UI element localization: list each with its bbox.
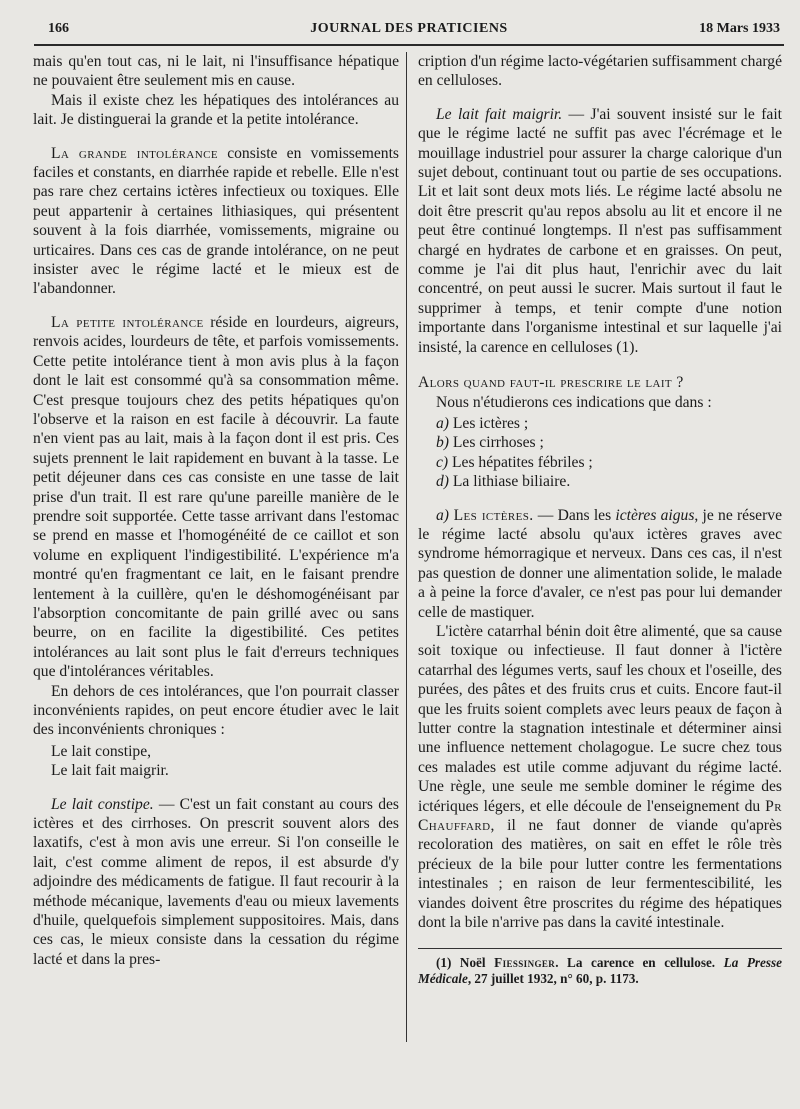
list-item: Le lait fait maigrir.: [51, 762, 169, 780]
paragraph-text: — J'ai souvent insisté sur le fait que le régime lacté ne suffit pas avec l'écrémage et le mouillage industriel pour assurer la charge calorique d'un sujet debout, continuant tout ou partie de ses occupations. Lit et lait sont deux mots liés. Le régime lacté absolu ne doit être prescrit qu'au repos absolu au lit et encore il ne peut être continué longtemps. Il n'est pas suffisamment chargé en hydrates de carbone et en graisses. On peut, comme je l'ai dit plus haut, l'enrichir avec du lait concentré, on peut aussi le sucrer. Mais surtout il faut le supprimer à temps, et tenir compte d'une notion importante dans l'organisme intestinal et sur laquelle j'ai insisté, la carence en celluloses (1).: [418, 105, 782, 356]
list-text: La lithiase biliaire.: [449, 473, 571, 491]
list-letter: d): [436, 473, 449, 491]
paragraph: cription d'un régime lacto-végétarien suffisamment chargé en celluloses.: [418, 53, 782, 90]
page-number: 166: [48, 21, 69, 36]
list-item: [418, 472, 782, 491]
term-icteres-aigus: ictères aigus: [615, 506, 695, 524]
list-text: Les hépatites fébriles ;: [448, 453, 593, 471]
term-grande-intolerance: La grande intolérance: [51, 144, 218, 162]
indications-list: [418, 414, 782, 492]
paragraph-text: consiste en vomissements faciles et constants, en diarrhée rapide et rebelle. Elle n'est pas rare chez certains ictères infectieux ou toxiques. Elle peut appartenir à certaines lithiasiques, qui présentent souvent à la fois diarrhée, vomissements, migraine ou urticaires. Dans ces cas de grande intolérance, on ne peut insister avec le régime lacté et le mieux est de l'abandonner.: [33, 144, 399, 298]
section-heading: Alors quand faut-il prescrire le lait ?: [418, 374, 684, 392]
paragraph: En dehors de ces intolérances, que l'on pourrait classer inconvénients rapides, on peut encore étudier avec le lait des inconvénients chroniques :: [33, 682, 399, 739]
list-item: Le lait constipe,: [51, 742, 152, 760]
paragraph-text: , il ne faut donner de viande qu'après recoloration des matières, on sait en effet le rôle très précieux de la bile pour lutter contre les fermentations intestinales ; en raison de leur fermentescibilité, les viandes doivent être proscrites du régime des hépatiques dont la bile n'arrive pas dans la cavité intestinale.: [418, 817, 782, 932]
paragraph-lait-maigrir: [418, 105, 782, 357]
list-letter: a): [436, 414, 449, 432]
term-lait-maigrir: Le lait fait maigrir.: [436, 105, 563, 123]
footnote-text: (1) Noël: [436, 955, 495, 971]
paragraph: Nous n'étudierons ces indications que dans :: [436, 393, 712, 411]
left-column: [33, 52, 399, 969]
term-icteres: Les ictères.: [449, 506, 534, 524]
paragraph-text: , je ne réserve le régime lacté absolu qu'aux ictères graves avec syndrome hémorragique et nerveux. Dans ces cas, il n'est pas question de donner une alimentation solide, le malade a à peine la force d'avaler, ce n'est pas pour lui demander celle de mastiquer.: [418, 506, 782, 621]
list-item: [418, 453, 782, 472]
footnote-rule: [418, 948, 782, 949]
paragraph-ictere-catarrhal: [418, 622, 782, 933]
paragraph-text: — C'est un fait constant au cours des ictères et des cirrhoses. On prescrit souvent alors des laxatifs, c'est à mon avis une erreur. Si l'on conseille le lait, c'est comme aliment de repos, il est absurde d'y adjoindre des médicaments de fatigue. Il faut recourir à la méthode mécanique, lavements d'eau ou mieux lavements d'huile, quelquefois simplement suppositoires. Mais, dans ces cas, le mieux consiste dans la cessation du régime lacté et dans la pres-: [33, 795, 399, 968]
term-petite-intolerance: La petite intolérance: [51, 313, 204, 331]
list-letter: b): [436, 434, 449, 452]
running-header: [34, 14, 784, 46]
issue-date: 18 Mars 1933: [699, 21, 780, 36]
footnote: [418, 955, 782, 987]
inconvenients-list: [33, 742, 399, 781]
list-item: [418, 414, 782, 433]
list-text: Les cirrhoses ;: [449, 434, 544, 452]
paragraph-ictere: [418, 506, 782, 622]
column-divider: [406, 52, 407, 1042]
paragraph-grande-intolerance: [33, 144, 399, 299]
paragraph: Mais il existe chez les hépatiques des intolérances au lait. Je distinguerai la grande et la petite intolérance.: [33, 91, 399, 129]
journal-title: JOURNAL DES PRATICIENS: [310, 21, 508, 36]
footnote-journal: La Presse Médicale: [418, 955, 782, 987]
paragraph-lait-constipe: [33, 795, 399, 970]
author-name: Pr Chauffard: [418, 797, 782, 835]
list-letter: c): [436, 453, 449, 471]
footnote-text: . La carence en cellulose.: [555, 955, 724, 971]
footnote-author: Fiessinger: [494, 955, 556, 971]
paragraph-text: — Dans les: [533, 506, 616, 524]
paragraph-text: L'ictère catarrhal bénin doit être alimenté, que sa cause soit toxique ou infectieuse. Il faut donner à l'ictère catarrhal des légumes verts, sauf les choux et l'oseille, des purées, des pâtes et des fruits crus et cuits. Encore faut-il que les fruits soient complets avec leurs peaux de façon à lutter contre la stagnation intestinale et déterminer ainsi une influence nettement cholagogue. Le sucre chez tous ces malades est utile comme adjuvant du régime lacté. Une règle, une seule me semble dominer le régime des ictériques légers, et elle découle de l'enseignement du: [418, 622, 782, 815]
list-letter: a): [436, 506, 449, 524]
paragraph-text: réside en lourdeurs, aigreurs, renvois acides, lourdeurs de tête, et parfois vomissements. Cette petite intolérance tient à mon avis plus à la façon dont le lait est consommé qu'à sa consommation même. C'est presque toujours chez des petits hépatiques qu'on l'observe et la raison en est facile à découvrir. La faute n'en vient pas au lait, mais à la façon dont il est pris. Ces sujets prennent le lait rapidement en buvant à la tasse. Le petit déjeuner dans ces cas consiste en une tasse de lait prise d'un trait. Il est rare qu'une pareille manière de le prendre soit supportée. Cette tasse arrivant dans l'estomac se prend en masse et l'homogénéité de ce caillot et son volume en expliquent l'indigestibilité. L'expérience m'a montré qu'en fragmentant ce lait, en le faisant prendre lentement à la cuillère, qu'en le déshomogénéisant par l'absorption concomitante de pain grillé avec ou sans beurre, on en facilite la digestibilité. Ces petites intolérances au lait sont plus le fait d'erreurs techniques que d'intolérances véritables.: [33, 313, 399, 681]
term-lait-constipe: Le lait constipe.: [51, 795, 154, 813]
right-column: [418, 52, 782, 987]
paragraph-petite-intolerance: [33, 313, 399, 682]
paragraph: mais qu'en tout cas, ni le lait, ni l'insuffisance hépatique ne pouvaient être seulement mis en cause.: [33, 53, 399, 90]
list-text: Les ictères ;: [449, 414, 529, 432]
list-item: [418, 433, 782, 452]
footnote-text: , 27 juillet 1932, n° 60, p. 1173.: [467, 971, 639, 987]
